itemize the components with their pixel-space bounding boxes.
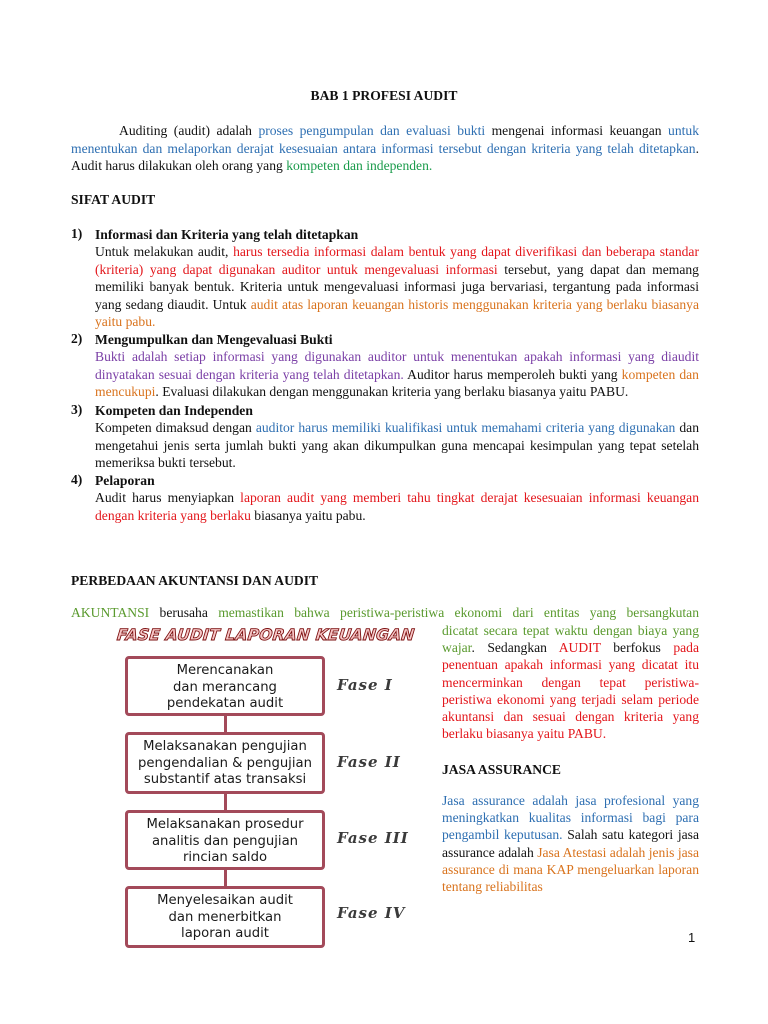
highlighted-text: AUDIT [558, 640, 601, 656]
perbedaan-paragraph [442, 622, 699, 742]
phase-line: laporan audit [181, 926, 269, 941]
text-run: . Sedangkan [471, 640, 559, 656]
page-number: 1 [688, 930, 696, 945]
item-heading: Informasi dan Kriteria yang telah ditetapkan [95, 227, 359, 242]
document-title: BAB 1 PROFESI AUDIT [310, 88, 458, 103]
item-number: 3) [71, 402, 83, 417]
text-run: berusaha [149, 605, 219, 620]
highlighted-text: dicatat secara tepat waktu dengan biaya yang wajar [442, 623, 699, 656]
phase-line: Melaksanakan prosedur [146, 817, 304, 832]
phase-label: Fase I [337, 676, 393, 694]
highlighted-text: pada penentuan apakah informasi yang dicatat itu mencerminkan dengan tepat peristiwa-peristiwa ekonomi yang terjadi selam periode akuntansi dan sesuai dengan kriteria yang berlaku biasanya yaitu PABU. [442, 640, 699, 742]
text-run: tersebut, yang dapat dan memang memiliki banyak bentuk. Kriteria untuk mengevaluasi informasi juga bervariasi, tergantung pada informasi yang sedang diaudit. Untuk [95, 261, 699, 312]
item-body [95, 243, 699, 331]
highlighted-text: Bukti adalah setiap informasi yang digunakan auditor untuk menentukan apakah informasi yang diaudit dinyatakan sesuai dengan kriteria yang telah ditetapkan. [95, 349, 699, 382]
jasa-paragraph [442, 792, 699, 895]
text-run: Untuk melakukan audit, [95, 244, 234, 259]
item-heading: Mengumpulkan dan Mengevaluasi Bukti [95, 332, 333, 347]
phase-line: pendekatan audit [166, 696, 284, 711]
phase-box [125, 886, 325, 948]
phase-line: Merencanakan [176, 663, 274, 678]
highlighted-text: audit atas laporan keuangan historis menggunakan kriteria yang berlaku biasanya yaitu pabu. [95, 296, 699, 329]
phase-label: Fase IV [337, 904, 406, 922]
connector-line [224, 714, 227, 734]
perbedaan-first-line [71, 604, 699, 622]
phase-line: analitis dan pengujian [151, 833, 299, 849]
highlighted-text: proses pengumpulan dan evaluasi bukti [258, 123, 486, 138]
item-body [95, 348, 699, 401]
text-run: Auditor harus memperoleh bukti yang [403, 366, 622, 382]
text-run: dan mengetahui jenis serta jumlah bukti yang akan dikumpulkan guna mencapai kesimpulan yang tepat setelah memeriksa bukti tersebut. [95, 420, 700, 470]
phase-line: dan merancang [173, 679, 277, 695]
item-number: 4) [71, 472, 83, 487]
phase-line: dan menerbitkan [168, 909, 282, 925]
item-body [95, 489, 699, 524]
heading-perbedaan: PERBEDAAN AKUNTANSI DAN AUDIT [71, 573, 319, 588]
highlighted-text: Jasa Atestasi adalah jenis jasa assurance di mana KAP mengeluarkan laporan tentang reliabilitas [442, 844, 699, 895]
highlighted-text: AKUNTANSI [71, 605, 150, 620]
flowchart-title: FASE AUDIT LAPORAN KEUANGAN [116, 626, 416, 644]
item-body [95, 419, 699, 472]
phase-box [125, 810, 325, 870]
heading-sifat-audit: SIFAT AUDIT [71, 192, 156, 207]
highlighted-text: laporan audit yang memberi tahu tingkat derajat kesesuaian informasi keuangan dengan kriteria yang berlaku [95, 490, 699, 523]
phase-label: Fase II [337, 753, 401, 771]
connector-line [224, 868, 227, 888]
phase-label: Fase III [337, 829, 409, 847]
highlighted-text: Jasa assurance adalah jasa profesional yang meningkatkan kualitas informasi bagi para pengambil keputusan. [442, 793, 699, 843]
phase-box [125, 656, 325, 716]
highlighted-text: memastikan bahwa peristiwa-peristiwa ekonomi dari entitas yang bersangkutan [218, 605, 699, 620]
highlighted-text: kompeten dan mencukupi [95, 366, 699, 399]
text-run: Salah satu kategori jasa assurance adalah [442, 827, 699, 860]
text-run: . Audit harus dilakukan oleh orang yang [71, 140, 699, 173]
item-heading: Kompeten dan Independen [95, 403, 253, 418]
text-run: berfokus [600, 640, 674, 656]
highlighted-text: auditor harus memiliki kualifikasi untuk memahami criteria yang digunakan [255, 420, 676, 435]
text-run: . Evaluasi dilakukan dengan menggunakan kriteria yang berlaku biasanya yaitu PABU. [155, 384, 629, 399]
connector-line [224, 792, 227, 812]
highlighted-text: harus tersedia informasi dalam bentuk yang dapat diverifikasi dan beberapa standar (kriteria) yang dapat digunakan auditor untuk mengevaluasi informasi [95, 244, 699, 277]
item-number: 2) [71, 331, 83, 346]
phase-line: Melaksanakan pengujian [143, 739, 307, 754]
highlighted-text: kompeten dan independen. [286, 158, 433, 173]
phase-line: substantif atas transaksi [143, 772, 307, 787]
item-number: 1) [71, 226, 83, 241]
text-run: Kompeten dimaksud dengan [95, 420, 256, 435]
highlighted-text: untuk menentukan dan melaporkan derajat kesesuaian antara informasi tersebut dengan kriteria yang telah ditetapkan [71, 123, 699, 156]
text-run: mengenai informasi keuangan [485, 123, 669, 138]
audit-phase-flowchart [117, 626, 437, 956]
phase-line: pengendalian & pengujian [138, 755, 312, 771]
text-run: Audit harus menyiapkan [95, 490, 241, 505]
heading-jasa-assurance: JASA ASSURANCE [442, 762, 561, 777]
text-run: biasanya yaitu pabu. [250, 507, 366, 523]
intro-paragraph [71, 122, 699, 175]
phase-box [125, 732, 325, 794]
phase-line: rincian saldo [182, 850, 268, 865]
item-heading: Pelaporan [95, 473, 155, 488]
text-run: Auditing (audit) adalah [119, 123, 259, 138]
phase-line: Menyelesaikan audit [157, 893, 293, 908]
